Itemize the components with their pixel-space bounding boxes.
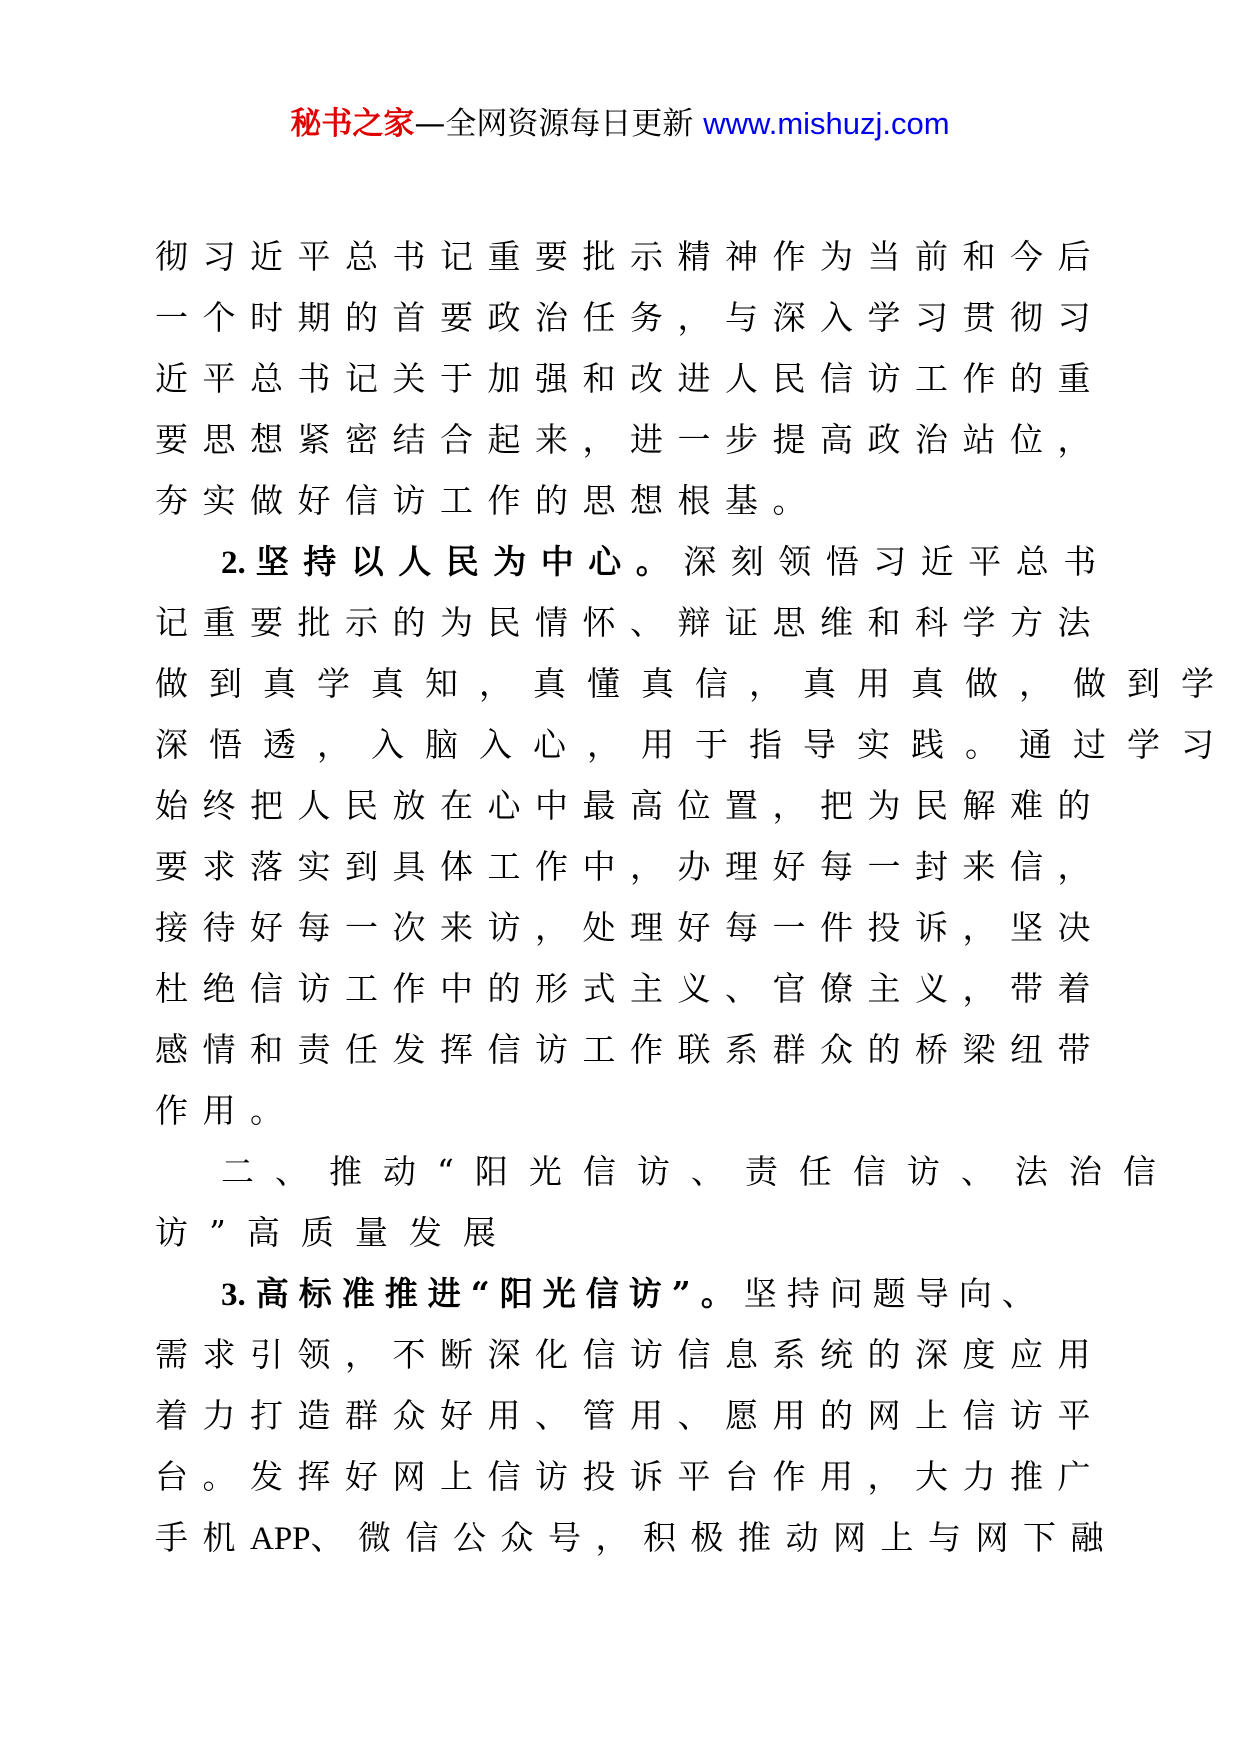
text-line: 感情和责任发挥信访工作联系群众的桥梁纽带: [155, 1030, 1105, 1069]
document-body: [155, 226, 1235, 1568]
text-run-latin: APP: [250, 1521, 311, 1557]
paragraph-3-last-line: [155, 1507, 1119, 1568]
text-line: 记重要批示的为民情怀、辩证思维和科学方法: [155, 603, 1105, 642]
text-line: 始终把人民放在心中最高位置，把为民解难的: [155, 786, 1105, 825]
paragraph-2-first-line: [155, 531, 1111, 592]
item-heading: 坚持以人民为中心。: [255, 542, 684, 581]
header-url-link[interactable]: www.mishuzj.com: [703, 106, 950, 141]
page-header: [0, 98, 1240, 143]
item-number: 2.: [221, 545, 246, 581]
text-line: 接待好每一次来访，处理好每一件投诉，坚决: [155, 908, 1105, 947]
text-line: 着力打造群众好用、管用、愿用的网上信访平: [155, 1396, 1105, 1435]
text-line: 一个时期的首要政治任务，与深入学习贯彻习: [155, 298, 1105, 337]
text-line: 杜绝信访工作中的形式主义、官僚主义，带着: [155, 969, 1105, 1008]
text-line: 近平总书记关于加强和改进人民信访工作的重: [155, 359, 1105, 398]
text-line: 作用。: [155, 1091, 298, 1130]
text-run: 手机: [155, 1518, 250, 1557]
paragraph-3-first-line: [155, 1263, 1085, 1324]
text-run: 深刻领悟习近平总书: [683, 542, 1111, 581]
text-line: 夯实做好信访工作的思想根基。: [155, 481, 820, 520]
header-slogan: —全网资源每日更新: [414, 106, 694, 142]
text-run: 坚持问题导向、: [743, 1274, 1045, 1313]
text-line: 彻习近平总书记重要批示精神作为当前和今后: [155, 237, 1105, 276]
text-line: 深悟透，入脑入心，用于指导实践。通过学习: [155, 725, 1235, 764]
text-line: 需求引领，不断深化信访信息系统的深度应用: [155, 1335, 1105, 1374]
text-line: 要求落实到具体工作中，办理好每一封来信，: [155, 847, 1105, 886]
text-line: 要思想紧密结合起来，进一步提高政治站位，: [155, 420, 1105, 459]
item-heading: 高标准推进“阳光信访”。: [255, 1274, 744, 1313]
section-heading-line: 访”高质量发展: [155, 1213, 517, 1252]
text-run: 、微信公众号，积极推动网上与网下融: [310, 1518, 1119, 1557]
item-number: 3.: [221, 1277, 246, 1313]
text-line: 台。发挥好网上信访投诉平台作用，大力推广: [155, 1457, 1105, 1496]
text-line: 做到真学真知，真懂真信，真用真做，做到学: [155, 664, 1235, 703]
section-heading-line: 二、推动“阳光信访、责任信访、法治信: [221, 1152, 1177, 1191]
brand-name: 秘书之家: [290, 106, 415, 142]
